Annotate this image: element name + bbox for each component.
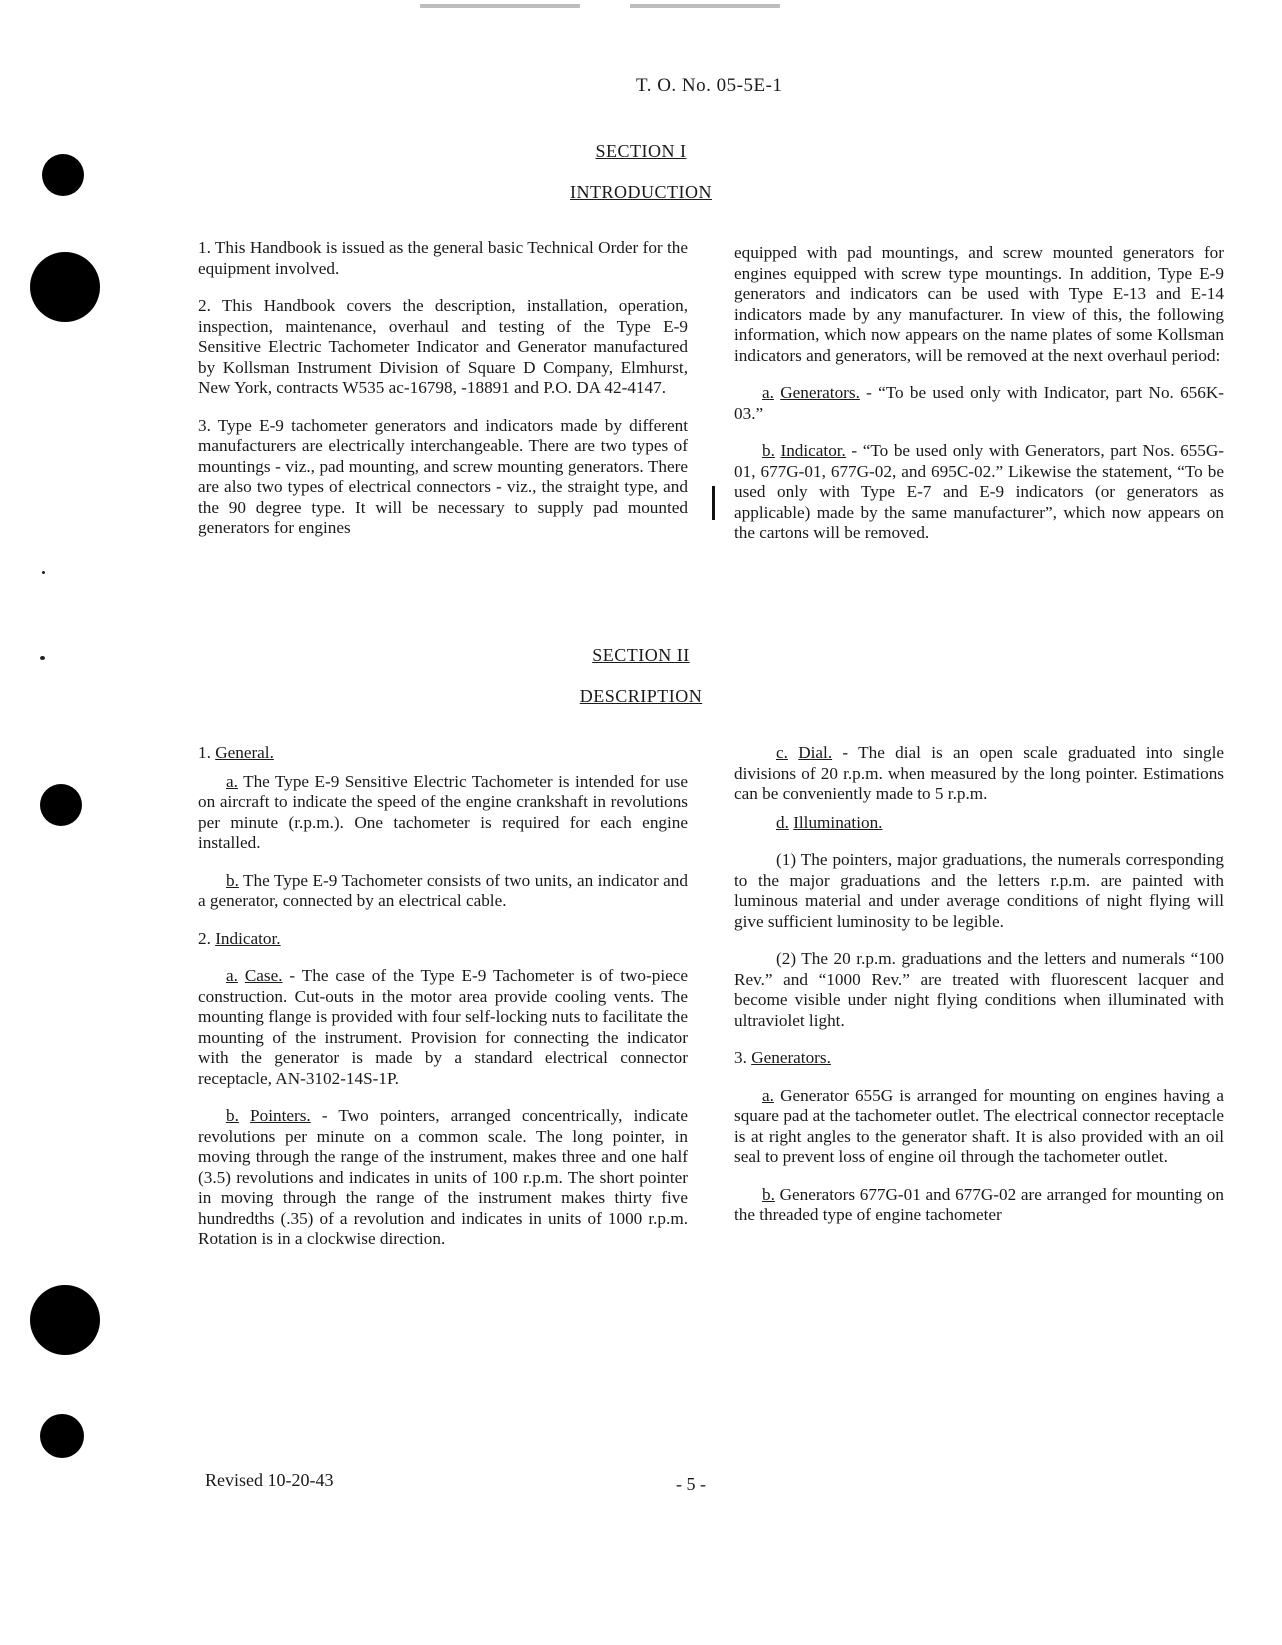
paragraph — [198, 871, 688, 912]
item-label: a. — [226, 966, 238, 985]
section-1-left-column — [198, 238, 688, 556]
paragraph: equipped with pad mountings, and screw mounted generators for engines equipped with screw type mountings. In addition, Type E-9 generators and indicators can be used with Type E-13 and E-14 indicators made by any manufacturer. In view of this, the following information, which now appears on the name plates of some Kollsman indicators and generators, will be removed at the next overhaul period: — [734, 243, 1224, 365]
item-text: - The case of the Type E-9 Tachometer is of two-piece construction. Cut-outs in the motor area provide cooling vents. The mounting flange is provided with four self-locking nuts to facilitate the mounting of the instrument. Provision for connecting the indicator with the generator is made by a standard electrical connector receptacle, AN-3102-14S-1P. — [198, 966, 688, 1088]
item-title: Pointers. — [250, 1106, 311, 1125]
subheading — [734, 813, 1224, 834]
item-text: - “To be used only with Indicator, part No. 656K-03.” — [734, 383, 1225, 423]
binder-hole-5 — [40, 1414, 84, 1458]
item-label: a. — [226, 771, 238, 791]
item-text: Generator 655G is arranged for mounting on engines having a square pad at the tachometer outlet. The electrical connector receptacle is at right angles to the generator shaft. It is also provided with an oil seal to prevent loss of engine oil through the tachometer outlet. — [734, 1085, 1224, 1166]
item-text: The Type E-9 Tachometer consists of two units, an indicator and a generator, connected by an electrical cable. — [198, 870, 688, 910]
document-number: T. O. No. 05-5E-1 — [636, 75, 783, 96]
subheading — [198, 929, 688, 950]
subheading — [734, 1048, 1224, 1069]
scan-mark — [630, 4, 780, 8]
item-label: b. — [226, 870, 239, 890]
item-title: Illumination. — [793, 812, 883, 832]
item-text: The Type E-9 Sensitive Electric Tachometer is intended for use on aircraft to indicate the speed of the engine crankshaft in revolutions per minute (r.p.m.). One tachometer is required for each engine installed. — [198, 771, 688, 852]
section-2-title: SECTION II — [592, 645, 690, 665]
section-2-right-column — [734, 743, 1224, 1243]
paragraph — [734, 1185, 1224, 1226]
item-label: c. — [776, 743, 788, 762]
section-1-subtitle: INTRODUCTION — [570, 182, 712, 202]
heading-title: General. — [215, 743, 274, 762]
item-label: a. — [762, 383, 774, 402]
page-number: - 5 - — [676, 1474, 706, 1494]
item-label: b. — [762, 441, 775, 460]
item-label: a. — [762, 1085, 774, 1105]
paragraph — [734, 743, 1224, 805]
section-1-title: SECTION I — [595, 141, 687, 161]
paragraph — [734, 1086, 1224, 1168]
item-title: Case. — [244, 966, 283, 985]
item-text: - “To be used only with Generators, part Nos. 655G-01, 677G-01, 677G-02, and 695C-02.” Likewise the statement, “To be used only with Type E-7 and E-9 indicators (or generators as applicable) made by the same manufacturer”, which now appears on the cartons will be removed. — [734, 441, 1224, 542]
paragraph: 3. Type E-9 tachometer generators and indicators made by different manufacturers are electrically interchangeable. There are two types of mountings - viz., pad mounting, and screw mounting generators. There are also two types of electrical connectors - viz., the straight type, and the 90 degree type. It will be necessary to supply pad mounted generators for engines — [198, 415, 688, 537]
heading-number: 2. — [198, 928, 211, 948]
binder-hole-3 — [40, 784, 82, 826]
item-label: d. — [776, 812, 789, 832]
paragraph — [734, 441, 1224, 544]
binder-hole-4 — [30, 1285, 100, 1355]
scan-mark — [42, 571, 45, 574]
item-text: - The dial is an open scale graduated into single divisions of 20 r.p.m. when measured by the long pointer. Estimations can be conveniently made to 5 r.p.m. — [734, 743, 1224, 803]
paragraph — [734, 383, 1224, 424]
subheading — [198, 743, 688, 764]
section-2-left-column — [198, 743, 688, 1267]
paragraph: (1) The pointers, major graduations, the numerals corresponding to the major graduations and the letters r.p.m. are painted with luminous material and under average conditions of night flying will give sufficient luminosity to be legible. — [734, 850, 1224, 931]
item-text: - Two pointers, arranged concentrically, indicate revolutions per minute on a common scale. The long pointer, in moving through the range of the instrument, makes three and one half (3.5) revolutions and indicates in units of 100 r.p.m. The short pointer in moving through the range of the instrument makes thirty five hundredths (.35) of a revolution and indicates in units of 1000 r.p.m. Rotation is in a clockwise direction. — [198, 1106, 688, 1248]
paragraph — [198, 966, 688, 1089]
item-text: Generators 677G-01 and 677G-02 are arranged for mounting on the threaded type of engine tachometer — [734, 1184, 1224, 1224]
revision-change-bar — [712, 486, 715, 520]
item-title: Generators. — [780, 383, 860, 402]
scan-mark — [420, 4, 580, 8]
item-label: b. — [226, 1106, 239, 1125]
section-1-right-column — [734, 243, 1224, 561]
revision-date: Revised 10-20-43 — [205, 1470, 334, 1490]
paragraph: 2. This Handbook covers the description, installation, operation, inspection, maintenance, overhaul and testing of the Type E-9 Sensitive Electric Tachometer Indicator and Generator manufactured by Kollsman Instrument Division of Square D Company, Elmhurst, New York, contracts W535 ac-16798, -18891 and P.O. DA 42-4147. — [198, 296, 688, 397]
item-title: Dial. — [798, 743, 833, 762]
heading-title: Generators. — [751, 1048, 831, 1067]
section-2-subtitle: DESCRIPTION — [579, 686, 703, 706]
paragraph — [198, 1106, 688, 1250]
paragraph — [198, 772, 688, 854]
paragraph: (2) The 20 r.p.m. graduations and the letters and numerals “100 Rev.” and “1000 Rev.” are treated with fluorescent lacquer and become visible under night flying conditions when illuminated with ultraviolet light. — [734, 949, 1224, 1030]
heading-number: 3. — [734, 1048, 747, 1067]
item-title: Indicator. — [780, 441, 846, 460]
paragraph: 1. This Handbook is issued as the general basic Technical Order for the equipment involved. — [198, 238, 688, 278]
binder-hole-2 — [30, 252, 100, 322]
item-label: b. — [762, 1184, 775, 1204]
heading-title: Indicator. — [215, 928, 281, 948]
heading-number: 1. — [198, 743, 211, 762]
